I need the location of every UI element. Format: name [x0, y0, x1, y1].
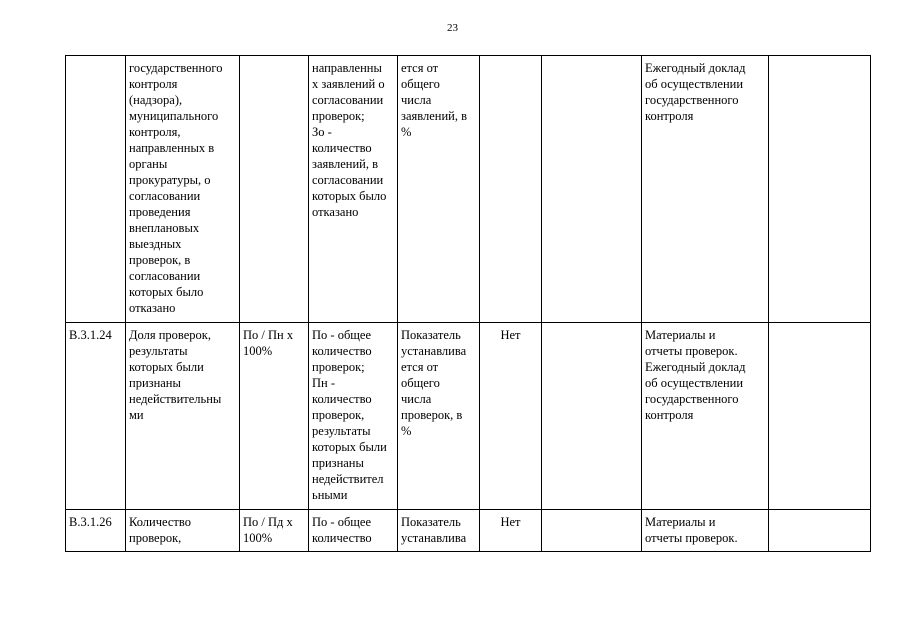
- cell-text: Нет: [500, 515, 521, 529]
- cell-formula: [240, 323, 309, 510]
- cell-empty: [769, 510, 871, 552]
- table-row: [66, 323, 871, 510]
- indicators-table: [65, 55, 871, 552]
- cell-definition: [309, 510, 398, 552]
- cell-text: По / Пд х 100%: [243, 515, 293, 545]
- cell-text: ется от общего числа заявлений, в %: [401, 61, 467, 139]
- cell-target: [480, 323, 542, 510]
- cell-target: [480, 56, 542, 323]
- cell-code: [66, 56, 126, 323]
- cell-source: [642, 510, 769, 552]
- cell-source: [642, 323, 769, 510]
- cell-name: [126, 323, 240, 510]
- cell-empty: [769, 323, 871, 510]
- table-row: [66, 56, 871, 323]
- cell-formula: [240, 510, 309, 552]
- cell-text: В.3.1.26: [69, 515, 112, 529]
- cell-text: В.3.1.24: [69, 328, 112, 342]
- cell-code: [66, 510, 126, 552]
- page-number: 23: [447, 22, 458, 34]
- cell-code: [66, 323, 126, 510]
- cell-empty: [542, 510, 642, 552]
- cell-text: Показатель устанавлива: [401, 515, 467, 545]
- cell-empty: [769, 56, 871, 323]
- cell-definition: [309, 323, 398, 510]
- cell-name: [126, 56, 240, 323]
- cell-text: направленны х заявлений о согласовании проверок; Зо - количество заявлений, в согласовании которых было отказано: [312, 61, 387, 219]
- cell-definition: [309, 56, 398, 323]
- cell-text: По - общее количество проверок; Пн - количество проверок, результаты которых были признаны недействител ьными: [312, 328, 387, 502]
- cell-text: Материалы и отчеты проверок.: [645, 515, 738, 545]
- cell-method: [398, 323, 480, 510]
- cell-text: государственного контроля (надзора), муниципального контроля, направленных в органы прокуратуры, о согласовании проведения внеплановых выездных проверок, в согласовании которых было отказано: [129, 61, 223, 315]
- cell-target: [480, 510, 542, 552]
- cell-text: По - общее количество: [312, 515, 372, 545]
- cell-text: По / Пн х 100%: [243, 328, 294, 358]
- cell-text: Материалы и отчеты проверок. Ежегодный доклад об осуществлении государственного контроля: [645, 328, 746, 422]
- cell-text: Нет: [500, 328, 521, 342]
- cell-source: [642, 56, 769, 323]
- cell-empty: [542, 56, 642, 323]
- cell-empty: [542, 323, 642, 510]
- cell-name: [126, 510, 240, 552]
- cell-method: [398, 510, 480, 552]
- cell-formula: [240, 56, 309, 323]
- cell-text: Доля проверок, результаты которых были признаны недействительны ми: [129, 328, 222, 422]
- table-row: [66, 510, 871, 552]
- cell-text: Ежегодный доклад об осуществлении государственного контроля: [645, 61, 746, 123]
- cell-text: Показатель устанавлива ется от общего числа проверок, в %: [401, 328, 467, 438]
- cell-text: Количество проверок,: [129, 515, 191, 545]
- cell-method: [398, 56, 480, 323]
